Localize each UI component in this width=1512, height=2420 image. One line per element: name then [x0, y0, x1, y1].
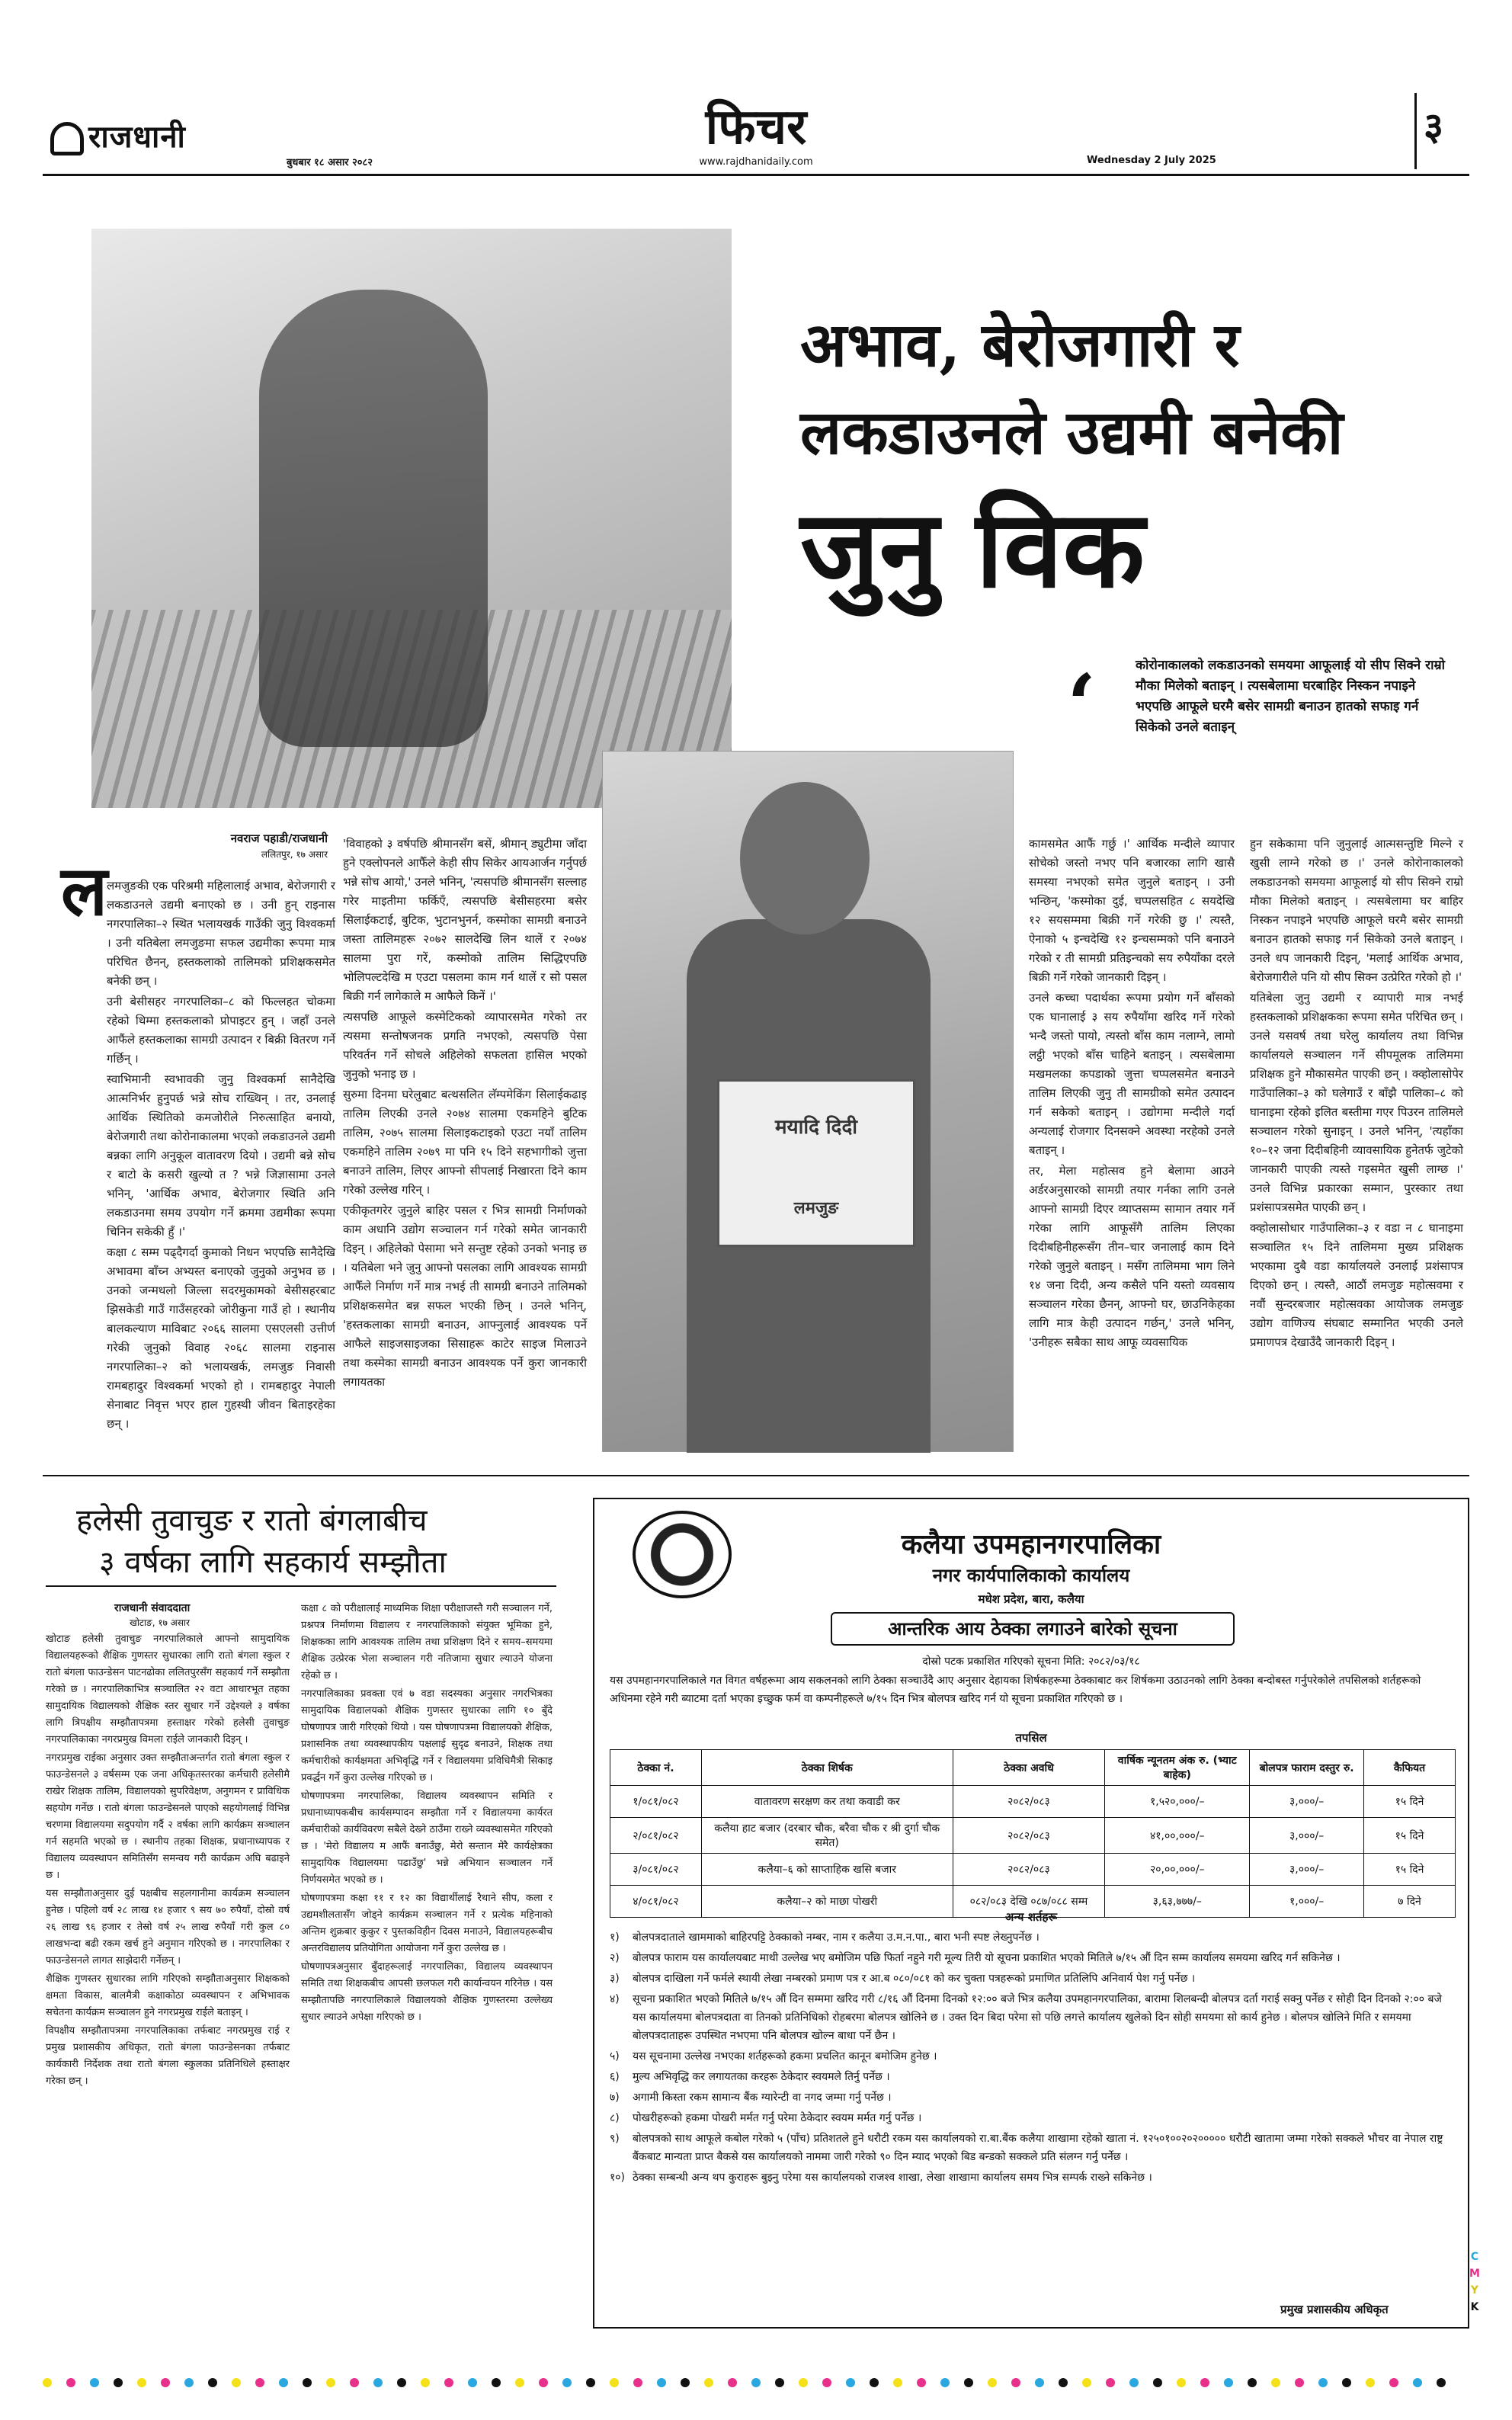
feature-byline: नवराज पहाडी/राजधानी — [230, 832, 328, 845]
condition-number: ५) — [610, 2050, 620, 2063]
article2-title-rule — [46, 1585, 556, 1587]
condition-text: मुल्य अभिवृद्धि कर लगायतका करहरू ठेकेदार स्वयमले तिर्नु पर्नेछ । — [633, 2071, 890, 2083]
paragraph: कामसमेत आफैं गर्छु ।' आर्थिक मन्दीले व्यापार सोचेको जस्तो नभए पनि बजारका लागि खासै समस्या नभएको समेत जुनुले बताइन् । उनी भन्छिन्, 'कस्मोका दुई, चप्पलसहित ८ सयदेखि १२ सयसम्ममा बिक्री गर्ने गरेकी छु ।' त्यस्तै, ऐनाको ५ इन्चदेखि १२ इन्चसम्मको पनि बनाउने गरेको र ती सामग्री प्रतिइन्चको सय रुपैयाँका दरले बिक्री गर्ने गरेको जानकारी दिइन् । — [1029, 837, 1235, 984]
frame-text-top: मयादि दिदी — [774, 1116, 858, 1139]
paragraph: उनी बेसीसहर नगरपालिका–८ को फिल्लहत चोकमा रहेको थिम्मा हस्तकलाको प्रोपाइटर हुन् । जहाँ उनले आफैंले हस्तकलाका सामग्री उत्पादन र बिक्री वितरण गर्ने गर्छिन् । — [107, 995, 335, 1066]
table-header-row — [610, 1750, 1456, 1786]
registration-dot — [799, 2378, 808, 2387]
condition-text: सूचना प्रकाशित भएको मितिले ७/१५ औं दिन सम्ममा खरिद गरी ८/१६ औं दिनमा दिनको १२:०० बजे भित्र कलैया उपमहानगरपालिका, बारामा शिलबन्दी बोलपत्र दर्ता गराई सक्नु पर्नेछ र सोही दिन दिनको २:०० बजे यस कार्यालयमा बोलपत्रदाता वा तिनको प्रतिनिधिको रोहबरमा बोलपत्र खोलिने छ । उक्त दिन बिदा परेमा सो पछि लगत्ते कार्यालय खुलेको दिन सोही समयमा सो कार्य हुनेछ । बोलपत्र खोलिने मिति र समयमा बोलपत्रदाताहरू उपस्थित नभएमा पनि बोलपत्र खोल्न बाधा पर्ने छैन । — [633, 1993, 1442, 2042]
paragraph: खोटाङ हलेसी तुवाचुङ नगरपालिकाले आफ्नो सामुदायिक विद्यालयहरूको शैक्षिक गुणस्तर सुधारका लागि रातो बंगला स्कुल र रातो बंगला फाउन्डेसन पाटनढोका ललितपुरसँग सहकार्य गर्ने सम्झौता गरेको छ । नगरपालिकाभित्र सञ्चालित २२ वटा आधारभूत तहका सामुदायिक विद्यालयको शैक्षिक स्तर सुधार गर्ने उद्देश्यले ३ वर्षका लागि त्रिपक्षीय सम्झौतापत्रमा हस्ताक्षर गरेको हलेसी तुवाचुङ नगरपालिकाका नगरप्रमुख विमला राईले जानकारी दिइन् । — [46, 1633, 290, 1745]
table-heading: तपसिल — [1015, 1731, 1047, 1745]
registration-dot — [114, 2378, 123, 2387]
column-header: वार्षिक न्यूनतम अंक रु. (भ्याट बाहेक) — [1105, 1750, 1250, 1786]
registration-dot — [1271, 2378, 1280, 2387]
paragraph: लमजुङकी एक परिश्रमी महिलालाई अभाव, बेरोजगारी र लकडाउनले उद्यमी बनाएको छ । उनी हुन् राइनास नगरपालिका–२ स्थित भलायखर्क गाउँकी जुनु विश्वकर्मा । उनी यतिबेला लमजुङमा सफल उद्यमीका रूपमा मात्र परिचित छैनन्, हस्तकलाको तालिमको प्रशिक्षकसमेत बनेकी छन् । — [107, 879, 335, 988]
cell-tender-no: ३/०८१/०८२ — [610, 1854, 702, 1886]
feature-column-1 — [107, 877, 335, 1435]
list-item — [610, 2088, 1456, 2107]
registration-dot — [1248, 2378, 1257, 2387]
list-item — [610, 2068, 1456, 2086]
column-header: कैफियत — [1364, 1750, 1456, 1786]
feature-photo-weaving — [91, 229, 732, 808]
condition-text: बोलपत्र दाखिला गर्ने फर्मले स्थायी लेखा नम्बरको प्रमाण पत्र र आ.ब ०८०/०८१ को कर चुक्ता पत्रहरूको प्रमाणित प्रतिलिपि अनिवार्य पेश गर्नु पर्नेछ । — [633, 1973, 1196, 1985]
cell-min-amount: ३,६३,७७७/– — [1105, 1886, 1250, 1918]
cmyk-marks — [1463, 2249, 1486, 2316]
cell-remarks: ७ दिने — [1364, 1886, 1456, 1918]
registration-dot — [704, 2378, 713, 2387]
paragraph: 'विवाहको ३ वर्षपछि श्रीमानसँग बसें, श्रीमान् ड्युटीमा जाँदा हुने एक्लोपनले आफैँले केही सीप सिकेर आयआर्जन गर्नुपर्छ भन्ने सोच आयो,' उनले भनिन्, 'त्यसपछि श्रीमानसँग सल्लाह गरेर माइतीमा फर्किएँ, त्यसपछि बेसीसहरमा बसेर सिलाईकटाई, बुटिक, भुटानभुनर्न, कस्मोका सामग्री बनाउने जस्ता तालिमहरू २०७२ सालदेखि लिन थालें र २०७४ सालमा पुरा गरें, कस्मोको तालिम सिद्धिएपछि भोलिपल्टदेखि म एउटा पसलमा काम गर्न थालें र सो पसल बिक्री गर्न लागेकाले म आफैले किनें ।' — [343, 837, 587, 1003]
conditions-list — [610, 1928, 1456, 2189]
cell-period: ०८२/०८३ देखि ०८७/०८८ सम्म — [953, 1886, 1105, 1918]
cell-form-fee: ३,०००/– — [1250, 1854, 1364, 1886]
registration-dot — [232, 2378, 241, 2387]
registration-dot — [964, 2378, 973, 2387]
date-nepali: बुधबार १८ असार २०८२ — [287, 157, 373, 168]
cell-min-amount: १,५२०,०००/– — [1105, 1786, 1250, 1818]
registration-dot — [397, 2378, 406, 2387]
cell-tender-title: कलैया–२ को माछा पोखरी — [701, 1886, 953, 1918]
registration-dot — [1082, 2378, 1091, 2387]
condition-number: १) — [610, 1931, 620, 1944]
article2-column-1 — [46, 1631, 290, 2091]
condition-text: यस सूचनामा उल्लेख नभएका शर्तहरूको हकमा प्रचलित कानून बमोजिम हुनेछ । — [633, 2050, 937, 2063]
date-english: Wednesday 2 July 2025 — [1087, 155, 1216, 166]
registration-dot — [657, 2378, 666, 2387]
condition-text: बोलपत्रदाताले खाममाको बाहिरपट्टि ठेक्काको नम्बर, नाम र कलैया उ.म.न.पा., बारा भनी स्पष्ट लेख्नुपर्नेछ । — [633, 1931, 1040, 1944]
list-item — [610, 1949, 1456, 1967]
paragraph: तर, मेला महोत्सव हुने बेलामा आउने अर्डरअनुसारको सामग्री तयार गर्नका लागि उनले आफ्नो सामग्री दिएर व्याप्तसम्म सामान तयार गर्ने गरेका लागि आफूसँगै तालिम लिएका दिदीबहिनीहरूसँग तीन–चार जनालाई काम दिने गरेको जुनुले बताइन् । मसँग तालिममा भाग लिने १४ जना दिदी, अन्य कसैले पनि यस्तो व्यवसाय सञ्चालन गरेका छैनन्, आफ्नो घर, छाउनिकेहका लागि मात्र केही उत्पादन गर्छन्,' उनले भनिन्, 'उनीहरू सबैका साथ आफू व्यवसायिक — [1029, 1164, 1235, 1349]
feature-headline-line1: अभाव, बेरोजगारी र — [800, 309, 1240, 380]
cell-tender-no: ४/०८१/०८२ — [610, 1886, 702, 1918]
notice-org-address: मधेश प्रदेश, बारा, कलैया — [978, 1592, 1084, 1606]
registration-dot — [1366, 2378, 1375, 2387]
logo-text: राजधानी — [88, 120, 186, 155]
registration-dot — [751, 2378, 761, 2387]
notice-intro: यस उपमहानगरपालिकाले गत विगत वर्षहरूमा आय सकलनको लागि ठेक्का सञ्चाउँदै आए अनुसार देहायका शिर्षकहरूमा ठेक्काबाट कर शिर्षकमा उठाउनको लागि ठेक्का बन्दोबस्त गर्नुपरेकोले तपसिलको शर्तहरूको अधिनमा रहेने गरी ब्याटमा दर्ता भएका इच्छुक फर्म वा कम्पनीहरूले ७/१५ दिन भित्र बोलपत्र खरिद गर्न यो सूचना प्रकाशित गरिएको छ । — [610, 1675, 1421, 1705]
photo-subject — [259, 290, 488, 747]
table-row — [610, 1854, 1456, 1886]
registration-dot — [893, 2378, 902, 2387]
paragraph: घोषणापत्रमा कक्षा ११ र १२ का विद्यार्थीलाई रैथाने सीप, कला र उद्यमशीलतासँग जोड्ने कार्यक्रम सञ्चालन गर्ने र प्रत्येक महिनाको अन्तिम शुक्रबार कुकुर र पुस्तकविहीन दिवस मनाउने, विद्यालयहरूबीच अन्तरविद्यालय प्रतियोगिता आयोजना गर्ने कुरा उल्लेख छ । — [301, 1893, 553, 1954]
condition-text: ठेक्का सम्बन्धी अन्य थप कुराहरू बुझ्नु परेमा यस कार्यालयको राजश्व शाखा, लेखा शाखामा कार्यालय समय भित्र सम्पर्क राख्ने सकिनेछ । — [633, 2172, 1152, 2184]
cmyk-c: C — [1470, 2251, 1479, 2263]
paragraph: कक्षा ८ सम्म पढ्दैगर्दा कुमाको निधन भएपछि सानैदेखि अभावमा बाँच्न अभ्यस्त बनाएको जुनुको अनुभव छ । उनको जन्मथलो जिल्ला सदरमुकामको बेसीसहरबाट झिसकेडी गाउँ गाउँसहरको जोरीकुना गाउँ हो । स्थानीय बालकल्याण माविबाट २०६६ सालमा एसएलसी उत्तीर्ण गरेकी जुनुको विवाह २०६८ सालमा राइनास नगरपालिका–२ को भलायखर्क, लमजुङ निवासी रामबहादुर विश्वकर्मा भएको हो । रामबहादुर नेपाली सेनाबाट निवृत्त भएर हाल गुहस्थी जीवन बिताइरहेका छन् । — [107, 1245, 335, 1431]
portrait-photo — [602, 751, 1014, 1452]
notice-publication-date: दोस्रो पटक प्रकाशित गरिएको सूचना मिति: २०८२/०३/१८ — [922, 1656, 1140, 1668]
notice-signature: प्रमुख प्रशासकीय अधिकृत — [1280, 2303, 1389, 2316]
cell-form-fee: ३,०००/– — [1250, 1786, 1364, 1818]
list-item — [610, 2130, 1456, 2166]
paragraph: विपक्षीय सम्झौतापत्रमा नगरपालिकाका तर्फबाट नगरप्रमुख राई र प्रमुख प्रशासकीय अधिकृत, रातो बंगला फाउन्डेसनका तर्फबाट कार्यकारी निर्देशक तथा रातो बंगला स्कुलका प्रतिनिधिले हस्ताक्षर गरेका छन् । — [46, 2025, 290, 2087]
column-header: बोलपत्र फाराम दस्तुर रु. — [1250, 1750, 1364, 1786]
registration-dot — [1106, 2378, 1115, 2387]
cell-form-fee: १,०००/– — [1250, 1886, 1364, 1918]
registration-marks — [43, 2378, 1469, 2393]
registration-dot — [1177, 2378, 1186, 2387]
cell-period: २०८२/०८३ — [953, 1786, 1105, 1818]
conditions-heading: अन्य शर्तहरू — [1004, 1910, 1058, 1924]
cmyk-m: M — [1469, 2268, 1480, 2280]
list-item — [610, 2168, 1456, 2187]
cell-remarks: १५ दिने — [1364, 1854, 1456, 1886]
registration-dot — [1318, 2378, 1328, 2387]
article2-title-line2: ३ वर्षका लागि सहकार्य सम्झौता — [99, 1545, 447, 1580]
registration-dot — [539, 2378, 548, 2387]
list-item — [610, 2109, 1456, 2127]
paragraph: घोषणापत्रअनुसार बुँदाहरूलाई नगरपालिका, विद्यालय व्यवस्थापन समिति तथा शिक्षकबीच आपसी छलफल गरी कार्यान्वयन गरिनेछ । यस सम्झौतापछि नगरपालिकाले विद्यालयको शैक्षिक गुणस्तरमा उल्लेख्य सुधार ल्याउने अपेक्षा गरिएको छ । — [301, 1961, 553, 2023]
masthead — [43, 84, 1469, 175]
registration-dot — [468, 2378, 477, 2387]
condition-number: ९) — [610, 2133, 620, 2145]
condition-number: ३) — [610, 1973, 620, 1985]
notice-org-office: नगर कार्यपालिकाको कार्यालय — [932, 1565, 1130, 1586]
registration-dot — [421, 2378, 430, 2387]
feature-column-2 — [343, 835, 587, 1393]
quote-mark-icon: ‘ — [1067, 655, 1097, 754]
condition-text: पोखरीहरूको हकमा पोखरी मर्मत गर्नु परेमा ठेकेदार स्वयम मर्मत गर्नु पर्नेछ । — [633, 2112, 922, 2124]
portrait-handicraft-frame — [717, 1079, 915, 1247]
cell-remarks: १५ दिने — [1364, 1818, 1456, 1854]
paragraph: हुन सकेकामा पनि जुनुलाई आत्मसन्तुष्टि मिल्ने र खुसी लाग्ने गरेको छ ।' उनले कोरोनाकालको लकडाउनको समयमा आफूलाई यो सीप सिक्ने राम्रो मौका मिलेको बताइन् । त्यसबेलामा घर बाहिर निस्कन नपाइने भएपछि आफूले घरमै बसेर सामग्री बनाउन हातको सफाइ गर्न सिकेको उनले बताइन् । उनले धप जानकारी दिइन्, 'मलाई आर्थिक अभाव, बेरोजगारीले पनि यो सीप सिक्न उत्प्रेरित गरेको हो ।' — [1250, 837, 1463, 984]
list-item — [610, 2047, 1456, 2066]
paragraph: नगरपालिकाका प्रवक्ता एवं ७ वडा सदस्यका अनुसार नगरभित्रका सामुदायिक विद्यालयको शैक्षिक गुणस्तर सुधारका लागि १० बुँदे घोषणापत्र जारी गरिएको थियो । यस घोषणापत्रमा विद्यालयको शैक्षिक, प्रशासनिक तथा व्यवस्थापकीय पक्षलाई सुदृढ बनाउने, शिक्षक तथा कर्मचारीको कार्यक्षमता अभिवृद्धि गर्ने र विद्यालयमा प्रविधिमैत्री सिकाइ प्रवर्द्धन गर्ने कुरा उल्लेख गरिएको छ । — [301, 1688, 553, 1784]
feature-column-3 — [1029, 835, 1235, 1354]
table-row — [610, 1818, 1456, 1854]
cell-tender-title: कलैया–६ को साप्ताहिक खसि बजार — [701, 1854, 953, 1886]
page-number: ३ — [1424, 104, 1443, 149]
registration-dot — [279, 2378, 288, 2387]
pull-quote: कोरोनाकालको लकडाउनको समयमा आफूलाई यो सीप सिक्ने राम्रो मौका मिलेको बताइन् । त्यसबेलामा घरबाहिर निस्कन नपाइने भएपछि आफूले घरमै बसेर सामग्री बनाउन हातको सफाइ गर्न सिकेको उनले बताइन् — [1136, 658, 1446, 735]
paragraph: नगरप्रमुख राईका अनुसार उक्त सम्झौताअन्तर्गत रातो बंगला स्कुल र फाउन्डेसनले ३ वर्षसम्म एक जना अधिकृतस्तरका कर्मचारी हलेसीमै राखेर शिक्षक तालिम, विद्यालयको सुपरिवेक्षण, अनुगमन र प्राविधिक सहयोग गर्नेछ । रातो बंगला फाउन्डेसनले पाएको सहयोगलाई विभिन्न चरणमा विद्यालयमा सदुपयोग गर्दै २ वर्षका लागि कार्यक्रम सञ्चालन गर्न सहमति भएको छ । स्थानीय तहका शिक्षक, प्रधानाध्यापक र विद्यालय व्यवस्थापन समितिसँग समन्वय गरी कार्यक्रम अघि बढाइने छ । — [46, 1752, 290, 1881]
frame-text-bottom: लमजुङ — [793, 1199, 839, 1218]
cell-min-amount: ४१,००,०००/– — [1105, 1818, 1250, 1854]
paragraph: एकीकृतगरेर जुनुले बाहिर पसल र भित्र सामग्री निर्माणको काम अधानि उद्योग सञ्चालन गर्न गरेको समेत जानकारी दिइन् । अहिलेको पेसामा भने सन्तुष्ट रहेको उनको भनाइ छ । यतिबेला भने जुनु आफ्नो पसलका लागि आवश्यक सामग्री आफैँले निर्माण गर्ने मात्र नभई ती सामग्री बनाउने तालिमको प्रशिक्षकसमेत बन्न सफल भएकी छिन् । उनले भनिन्, 'हस्तकलाका सामग्री बनाउन, आफ्नुलाई आवश्यक पर्ने आफैले साइजसाइजका सिसाहरू काटेर साइज मिलाउने तथा कस्मेका सामग्री बनाउन आवश्यक पर्ने कुरा जानकारी लगायतका — [343, 1204, 587, 1389]
registration-dot — [1011, 2378, 1020, 2387]
registration-dot — [492, 2378, 501, 2387]
paragraph: उनले कच्चा पदार्थका रूपमा प्रयोग गर्ने बाँसको एक घानालाई ३ सय रुपैयाँमा खरिद गर्ने गरेको भन्दै जस्तो पायो, त्यस्तो बाँस काम नलाग्ने, लामो लट्ठी भएको बाँस चाहिने बताइन् । त्यसबेलामा मखमलका कपडाको जुत्ता चप्पलसमेत बनाउने तालिम लिएकी जुनु ती सामग्रीको समेत उत्पादन गर्न सकेको बताइन् । उद्योगमा मन्दीले गर्दा अन्यलाई रोजगार दिनसक्ने अवस्था नरहेको उनले बताइन् । — [1029, 991, 1235, 1157]
paragraph: यतिबेला जुनु उद्यमी र व्यापारी मात्र नभई हस्तकलाको प्रशिक्षकका रूपमा समेत परिचित छन् । उनले यसवर्ष तथा घरेलु कार्यालय तथा विभिन्न कार्यालयले सञ्चालन गर्ने सीपमूलक तालिममा प्रशिक्षक हुने मौकासमेत पाएकी छन् । क्व्होलासोपेर गाउँपालिका–३ को घलेगाउँ र बाँझै पालिका–८ को घानाइमा रहेको इलित बस्तीमा गएर पिउरन तालिमले सञ्चालन गरेको सुनाइन् । उनले भनिन्, 'त्यहाँका १०–१२ जना दिदीबहिनी व्यावसायिक हुनेतर्फ जुटेको जानकारी पाएकी त्यस्ते गइसमेत खुसी लाग्छ ।' उनले विभिन्न प्रकारका सम्मान, पुरस्कार तथा प्रशंसापत्रसमेत पाएकी छन् । — [1250, 991, 1463, 1214]
registration-dot — [444, 2378, 453, 2387]
paragraph: घोषणापत्रमा नगरपालिका, विद्यालय व्यवस्थापन समिति र प्रधानाध्यापकबीच कार्यसम्पादन सम्झौता गर्ने र विद्यालयमा कार्यरत कर्मचारीको कार्यविवरण सबैले देख्ने ठाउँमा राख्ने व्यवस्थासमेत गरिएको छ । 'मेरो विद्यालय म आफैं बनाउँछु, मेरो सन्तान मेरै कार्यक्षेत्रका सामुदायिक विद्यालयमा पढाउँछु' भन्ने अभियान सञ्चालन गर्ने निर्णयसमेत भएको छ । — [301, 1790, 553, 1886]
registration-dot — [184, 2378, 194, 2387]
registration-dot — [1200, 2378, 1209, 2387]
cell-tender-title: वातावरण सरक्षण कर तथा कवाडी कर — [701, 1786, 953, 1818]
registration-dot — [1295, 2378, 1304, 2387]
article2-dateline: खोटाङ, १७ असार — [130, 1617, 190, 1628]
registration-dot — [870, 2378, 879, 2387]
paragraph: शैक्षिक गुणस्तर सुधारका लागि गरिएको सम्झौताअनुसार शिक्षकको क्षमता विकास, बालमैत्री कक्षाकोठा व्यवस्थापन र अभिभावक सचेतना कार्यक्रम सञ्चालन हुने नगरप्रमुख राईले बताइन् । — [46, 1973, 290, 2018]
cell-form-fee: ३,०००/– — [1250, 1818, 1364, 1854]
registration-dot — [775, 2378, 784, 2387]
registration-dot — [728, 2378, 737, 2387]
registration-dot — [208, 2378, 217, 2387]
registration-dot — [1389, 2378, 1398, 2387]
cell-tender-no: २/०८१/०८२ — [610, 1818, 702, 1854]
article2-byline: राजधानी संवाददाता — [114, 1602, 191, 1614]
notice-title: आन्तरिक आय ठेक्का लगाउने बारेको सूचना — [831, 1612, 1235, 1646]
section-divider — [43, 1475, 1469, 1476]
registration-dot — [1224, 2378, 1233, 2387]
registration-dot — [1059, 2378, 1068, 2387]
feature-column-4 — [1250, 835, 1463, 1354]
registration-dot — [90, 2378, 99, 2387]
registration-dot — [1153, 2378, 1162, 2387]
cmyk-y: Y — [1470, 2284, 1479, 2297]
condition-text: अगामी किस्ता रकम सामान्य बैंक ग्यारेन्टी वा नगद जम्मा गर्नु पर्नेछ । — [633, 2091, 892, 2104]
condition-number: १०) — [610, 2172, 626, 2184]
registration-dot — [326, 2378, 335, 2387]
list-item — [610, 1970, 1456, 1988]
paragraph: क्व्होलासोधार गाउँपालिका–३ र वडा न ८ घानाइमा सञ्चालित १५ दिने तालिममा मुख्य प्रशिक्षक भएकामा दुबै वडा कार्यालयले उनलाई प्रशंसापत्र दिएको छन् । त्यस्तै, आठौं लमजुङ महोत्सवमा र नवौं सुन्दरबजार महोत्सवका आयोजक लमजुङ उद्योग वाणिज्य संघबाट सम्मानित भएकी उनले प्रमाणपत्र देखाउँदै जानकारी दिइन् । — [1250, 1221, 1463, 1349]
feature-dateline: ललितपुर, १७ असार — [261, 849, 328, 860]
masthead-rule — [43, 174, 1469, 176]
paragraph: यस सम्झौताअनुसार दुई पक्षबीच सहलगानीमा कार्यक्रम सञ्चालन हुनेछ । पहिलो वर्ष २८ लाख १४ हजार ९ सय ७० रुपैयाँ, दोस्रो वर्ष २६ लाख ९६ हजार र तेस्रो वर्ष २५ लाख रुपैयाँ गरी कुल ८० लाखभन्दा बढी रकम खर्च हुने अनुमान गरिएको छ । नगरपालिका र फाउन्डेसनले लागत साझेदारी गर्नेछन् । — [46, 1888, 290, 1966]
tender-table — [610, 1749, 1456, 1918]
registration-dot — [66, 2378, 75, 2387]
cell-tender-title: कलैया हाट बजार (दरबार चौक, बरैवा चौक र श्री दुर्गा चौक समेत) — [701, 1818, 953, 1854]
registration-dot — [562, 2378, 572, 2387]
column-header: ठेक्का शिर्षक — [701, 1750, 953, 1786]
condition-text: बोलपत्रको साथ आफूले कबोल गरेको ५ (पाँच) प्रतिशतले हुने धरौटी रकम यस कार्यालयको रा.बा.बैंक कलैया शाखामा रहेको खाता नं. १२५०१००२०२००००० धरौटी खातामा जम्मा गरेको सक्कले भौचर वा नेपाल राष्ट्र बैंकबाट मान्यता प्राप्त बैकसे यस कार्यालयको नाममा जारी गरेको ९० दिन म्याद भएको बिड बन्डको सक्कले प्रति संलग्न गर्नु पर्नेछ । — [633, 2133, 1443, 2163]
feature-dropcap: ल — [61, 851, 108, 931]
paragraph: सुरुमा दिनमा घरेलुबाट बत्थसलित लॅम्पमेकिंग सिलाईकढाइ तालिम लिएकी उनले २०७४ सालमा एकमहिने बुटिक तालिम, २०७५ सालमा सिलाइकटाइको एउटा नयाँ तालिम एकमहिने तालिम २०७९ मा पनि १५ दिने सहभागीको जुत्ता बनाउने तालिम, लिएर आफ्नो सीपलाई निखारता दिने काम गरेको उल्लेख गरिन् । — [343, 1088, 587, 1197]
notice-org-name: कलैया उपमहानगरपालिका — [901, 1529, 1161, 1560]
registration-dot — [515, 2378, 524, 2387]
registration-dot — [137, 2378, 146, 2387]
article2-column-2 — [301, 1601, 553, 2027]
list-item — [610, 1990, 1456, 2045]
registration-dot — [43, 2378, 52, 2387]
feature-headline-line2: लकडाउनले उद्यमी बनेकी — [800, 396, 1344, 468]
registration-dot — [610, 2378, 619, 2387]
paragraph: कक्षा ८ को परीक्षालाई माध्यमिक शिक्षा परीक्षाजस्तै गरी सञ्चालन गर्ने, प्रश्नपत्र निर्माणमा विद्यालय र नगरपालिकाको संयुक्त भूमिका हुने, शिक्षकका लागि आवश्यक तालिम तथा प्रशिक्षण दिने र समय–समयमा शैक्षिक उत्प्रेरक भेला सञ्चालन गरी नतिजामा सुधार ल्याउने योजना रहेको छ । — [301, 1603, 553, 1681]
registration-dot — [586, 2378, 595, 2387]
cell-period: २०८२/०८३ — [953, 1854, 1105, 1886]
condition-number: २) — [610, 1952, 620, 1964]
section-title: फिचर — [705, 99, 807, 155]
cell-remarks: १५ दिने — [1364, 1786, 1456, 1818]
registration-dot — [350, 2378, 359, 2387]
condition-number: ४) — [610, 1993, 620, 2005]
table-row — [610, 1786, 1456, 1818]
cell-period: २०८२/०८३ — [953, 1818, 1105, 1854]
registration-dot — [633, 2378, 642, 2387]
registration-dot — [846, 2378, 855, 2387]
condition-number: ८) — [610, 2112, 620, 2124]
page-number-divider — [1414, 93, 1417, 169]
portrait-face — [740, 782, 870, 934]
registration-dot — [303, 2378, 312, 2387]
registration-dot — [255, 2378, 264, 2387]
column-header: ठेक्का अवधि — [953, 1750, 1105, 1786]
cell-min-amount: २०,००,०००/– — [1105, 1854, 1250, 1886]
registration-dot — [1342, 2378, 1351, 2387]
condition-number: ७) — [610, 2091, 620, 2104]
cmyk-k: K — [1470, 2301, 1479, 2313]
registration-dot — [822, 2378, 831, 2387]
registration-dot — [681, 2378, 690, 2387]
list-item — [610, 1928, 1456, 1947]
registration-dot — [373, 2378, 383, 2387]
registration-dot — [1413, 2378, 1422, 2387]
registration-dot — [940, 2378, 950, 2387]
paragraph: त्यसपछि आफूले कस्मेटिकको व्यापारसमेत गरेको तर त्यसमा सन्तोषजनक प्रगति नभएको, त्यसपछि पेसा परिवर्तन गर्ने सोचले अहिलेको सफलता हासिल भएको जुनुको भनाइ छ । — [343, 1010, 587, 1081]
paragraph: स्वाभिमानी स्वभावकी जुनु विश्वकर्मा सानैदेखि आत्मनिर्भर हुनुपर्छ भन्ने सोच राख्थिन् । तर, उनलाई आर्थिक स्थितिको कमजोरीले निरुत्साहित बनायो, बेरोजगारी तथा कोरोनाकालमा भएको लकडाउनले उद्यमी बन्नका लागि अनुकूल वातावरण दियो । उद्यमी बन्ने सोच र बाटो के कसरी खुल्यो त ? भन्ने जिज्ञासामा उनले भनिन्, 'आर्थिक अभाव, बेरोजगार स्थिति अनि लकडाउनमा समय उपयोग गर्ने क्रममा उद्यमीका रूपमा चिनिन सकेकी हुँ ।' — [107, 1072, 335, 1239]
registration-dot — [1129, 2378, 1139, 2387]
condition-number: ६) — [610, 2071, 620, 2083]
registration-dot — [1035, 2378, 1044, 2387]
column-header: ठेक्का नं. — [610, 1750, 702, 1786]
registration-dot — [161, 2378, 170, 2387]
registration-dot — [988, 2378, 997, 2387]
registration-dot — [1437, 2378, 1446, 2387]
cell-tender-no: १/०८१/०८२ — [610, 1786, 702, 1818]
feature-headline-line3: जुनु विक — [800, 487, 1145, 612]
registration-dot — [917, 2378, 926, 2387]
article2-title-line1: हलेसी तुवाचुङ र रातो बंगलाबीच — [76, 1503, 428, 1538]
condition-text: बोलपत्र फाराम यस कार्यालयबाट माथी उल्लेख भए बमोजिम पछि फिर्ता नहुने गरी मूल्य तिरी यो सूचना प्रकाशित भएको मितिले ७/१५ औं दिन सम्म कार्यालय समयमा खरिद गर्न सकिनेछ । — [633, 1952, 1341, 1964]
website-link[interactable]: www.rajdhanidaily.com — [699, 156, 813, 168]
